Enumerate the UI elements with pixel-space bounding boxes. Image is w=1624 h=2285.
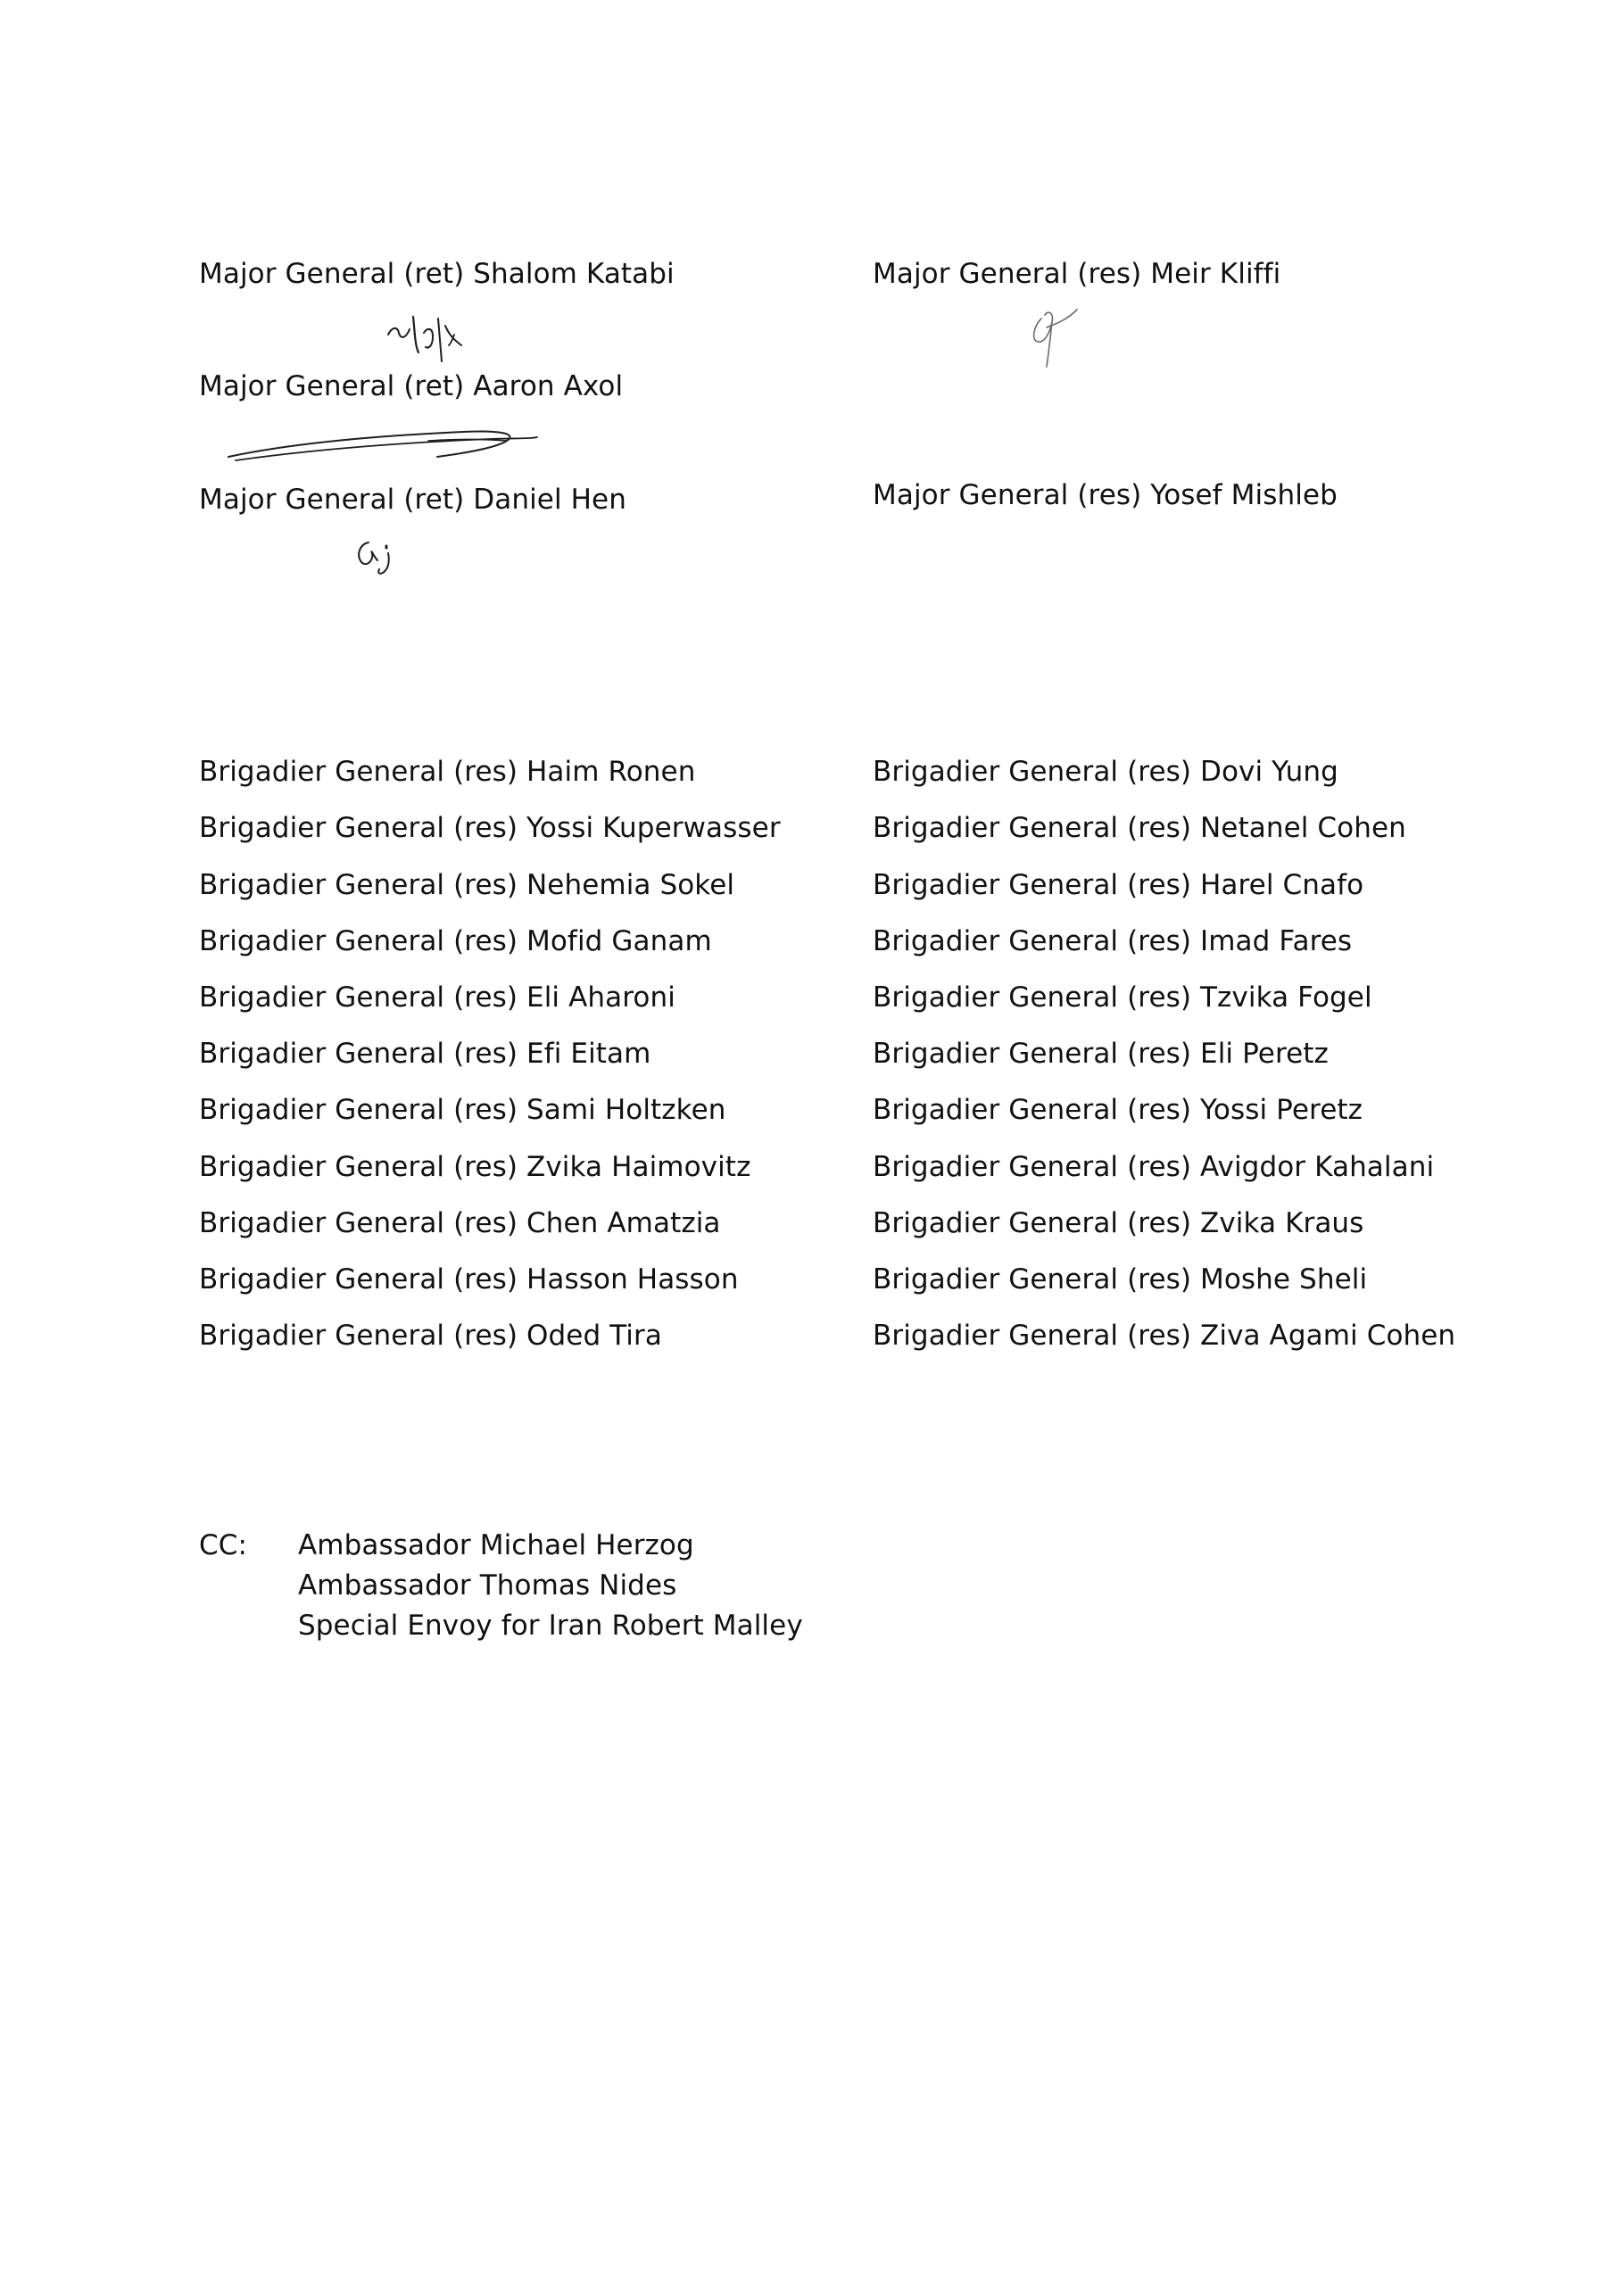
signatory-kahalani: Brigadier General (res) Avigdor Kahalani: [873, 1151, 1435, 1183]
signatory-eitam: Brigadier General (res) Efi Eitam: [199, 1038, 651, 1070]
signatory-aharoni: Brigadier General (res) Eli Aharoni: [199, 981, 675, 1014]
signature-kliffi: [1020, 301, 1082, 372]
signatory-sheli: Brigadier General (res) Moshe Sheli: [873, 1263, 1368, 1296]
signatory-cnafo: Brigadier General (res) Harel Cnafo: [873, 869, 1364, 901]
signatory-agami-cohen: Brigadier General (res) Ziva Agami Cohen: [873, 1320, 1456, 1352]
signatory-amatzia: Brigadier General (res) Chen Amatzia: [199, 1207, 721, 1239]
signatory-kraus: Brigadier General (res) Zvika Kraus: [873, 1207, 1364, 1239]
signatory-yossi-peretz: Brigadier General (res) Yossi Peretz: [873, 1094, 1363, 1126]
signatory-hen: Major General (ret) Daniel Hen: [199, 484, 626, 516]
signatory-ganam: Brigadier General (res) Mofid Ganam: [199, 925, 712, 957]
signatory-kliffi: Major General (res) Meir Kliffi: [873, 258, 1281, 290]
signatory-fogel: Brigadier General (res) Tzvika Fogel: [873, 981, 1372, 1014]
signatory-axol: Major General (ret) Aaron Axol: [199, 370, 624, 402]
signatory-cohen: Brigadier General (res) Netanel Cohen: [873, 812, 1406, 844]
signature-hen: [352, 534, 406, 578]
signatory-tira: Brigadier General (res) Oded Tira: [199, 1320, 662, 1352]
signature-axol: [223, 419, 544, 464]
cc-label: CC:: [199, 1529, 248, 1561]
signatory-ronen: Brigadier General (res) Haim Ronen: [199, 756, 696, 788]
signatory-kuperwasser: Brigadier General (res) Yossi Kuperwasser: [199, 812, 781, 844]
cc-recipient-herzog: Ambassador Michael Herzog: [298, 1529, 694, 1561]
signature-katabi: [379, 308, 477, 366]
cc-recipient-nides: Ambassador Thomas Nides: [298, 1569, 677, 1602]
signatory-eli-peretz: Brigadier General (res) Eli Peretz: [873, 1038, 1329, 1070]
signatory-holtzken: Brigadier General (res) Sami Holtzken: [199, 1094, 726, 1126]
signatory-sokel: Brigadier General (res) Nehemia Sokel: [199, 869, 735, 901]
signatory-fares: Brigadier General (res) Imad Fares: [873, 925, 1353, 957]
cc-recipient-malley: Special Envoy for Iran Robert Malley: [298, 1610, 803, 1642]
signatory-haimovitz: Brigadier General (res) Zvika Haimovitz: [199, 1151, 751, 1183]
signatory-yung: Brigadier General (res) Dovi Yung: [873, 756, 1338, 788]
signatory-hasson: Brigadier General (res) Hasson Hasson: [199, 1263, 739, 1296]
signatory-mishleb: Major General (res) Yosef Mishleb: [873, 479, 1338, 511]
signatory-katabi: Major General (ret) Shalom Katabi: [199, 258, 675, 290]
